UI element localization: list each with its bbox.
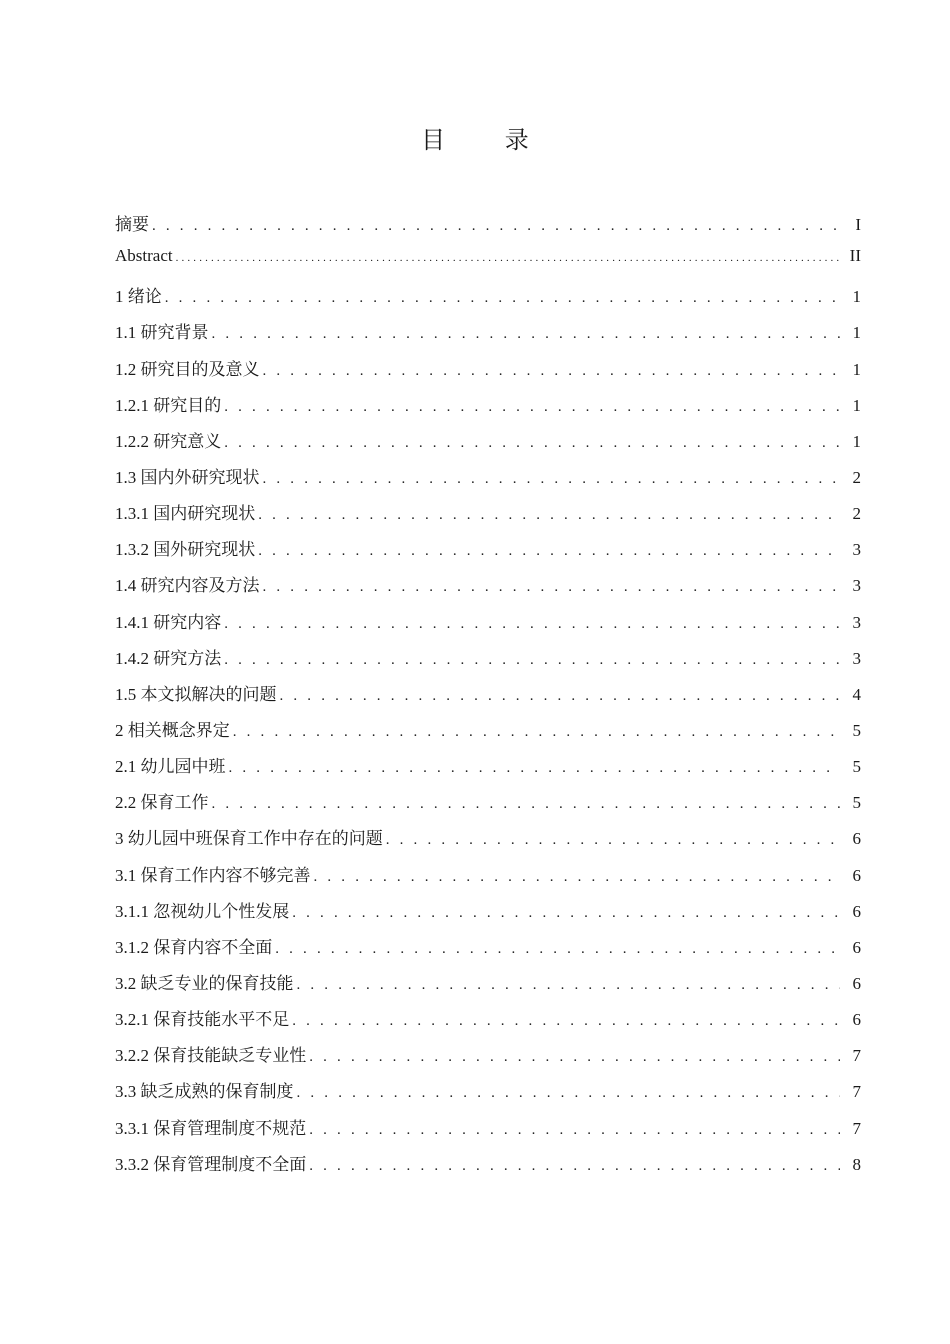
toc-entry xyxy=(115,355,861,391)
dot-leader xyxy=(224,652,840,669)
dot-leader xyxy=(224,399,840,416)
dot-leader xyxy=(263,579,841,596)
dot-leader xyxy=(280,688,841,705)
toc-entry xyxy=(115,571,861,607)
toc-entry xyxy=(115,246,861,282)
toc-entry-page: 5 xyxy=(852,793,861,813)
toc-entry-label: 2.2 保育工作 xyxy=(115,793,209,813)
toc-entry xyxy=(115,644,861,680)
toc-entry-label: 2.1 幼儿园中班 xyxy=(115,757,226,777)
toc-entry-page: 3 xyxy=(852,540,861,560)
toc-entry xyxy=(115,608,861,644)
toc-entry-label: 3.1.2 保育内容不全面 xyxy=(115,937,273,957)
toc-entry-label: 1.4.1 研究内容 xyxy=(115,612,222,632)
dot-leader xyxy=(224,435,840,452)
dot-leader xyxy=(314,869,841,886)
dot-leader xyxy=(292,1013,840,1030)
dot-leader xyxy=(386,832,840,849)
toc-entry xyxy=(115,282,861,318)
toc-entry-label: 3.3.2 保育管理制度不全面 xyxy=(115,1154,307,1174)
toc-entry-page: 1 xyxy=(852,395,861,415)
toc-entry xyxy=(115,897,861,933)
toc-entry xyxy=(115,318,861,354)
toc-entry xyxy=(115,933,861,969)
toc-entry xyxy=(115,1077,861,1113)
dot-leader xyxy=(263,471,841,488)
toc-entry xyxy=(115,680,861,716)
toc-entry-label: 3.1.1 忽视幼儿个性发展 xyxy=(115,901,290,921)
toc-entry-page: 7 xyxy=(852,1082,861,1102)
toc-entry-label: 1.2 研究目的及意义 xyxy=(115,359,260,379)
toc-entry-page: 7 xyxy=(852,1046,861,1066)
dot-leader xyxy=(309,1158,840,1175)
toc-entry-page: 3 xyxy=(852,576,861,596)
toc-entry-label: 1.3.1 国内研究现状 xyxy=(115,504,256,524)
toc-entry-page: 6 xyxy=(852,973,861,993)
dot-leader xyxy=(224,616,840,633)
toc-entry-page: 1 xyxy=(852,287,861,307)
toc-entry-page: 5 xyxy=(852,720,861,740)
toc-entry-label: 3.2 缺乏专业的保育技能 xyxy=(115,973,294,993)
toc-entry-page: 6 xyxy=(852,865,861,885)
dot-leader xyxy=(309,1049,840,1066)
toc-entry-label: 1.1 研究背景 xyxy=(115,323,209,343)
toc-entry xyxy=(115,969,861,1005)
dot-leader xyxy=(176,252,840,264)
dot-leader xyxy=(297,977,841,994)
dot-leader xyxy=(233,724,840,741)
toc-entry-page: 6 xyxy=(852,901,861,921)
dot-leader xyxy=(229,760,841,777)
toc-entry-page: 2 xyxy=(852,504,861,524)
toc-entry-page: 4 xyxy=(852,684,861,704)
toc-entry-page: 1 xyxy=(852,323,861,343)
toc-entry-label: 3.3.1 保育管理制度不规范 xyxy=(115,1118,307,1138)
toc-entry-page: I xyxy=(855,215,861,234)
toc-entry-label: 摘要 xyxy=(115,215,149,234)
toc-entry-label: Abstract xyxy=(115,246,173,266)
toc-entry-page: 6 xyxy=(852,829,861,849)
dot-leader xyxy=(292,905,840,922)
toc-entry xyxy=(115,499,861,535)
toc-entry-label: 1.2.1 研究目的 xyxy=(115,395,222,415)
dot-leader xyxy=(152,218,840,235)
toc-entry xyxy=(115,210,861,246)
toc-entry-label: 1.5 本文拟解决的问题 xyxy=(115,684,277,704)
toc-title: 目 录 xyxy=(421,126,555,154)
toc-entry xyxy=(115,788,861,824)
toc-entry-label: 3.1 保育工作内容不够完善 xyxy=(115,865,311,885)
dot-leader xyxy=(309,1122,840,1139)
dot-leader xyxy=(275,941,840,958)
toc-entry xyxy=(115,463,861,499)
dot-leader xyxy=(297,1085,841,1102)
toc-entry-page: 5 xyxy=(852,757,861,777)
toc-entry-label: 1.4 研究内容及方法 xyxy=(115,576,260,596)
dot-leader xyxy=(212,326,841,343)
toc-entry-label: 3.3 缺乏成熟的保育制度 xyxy=(115,1082,294,1102)
toc-entry-page: 7 xyxy=(852,1118,861,1138)
toc-entry-page: 6 xyxy=(852,937,861,957)
toc-entry xyxy=(115,391,861,427)
toc-entry-page: II xyxy=(849,246,861,266)
toc-entry xyxy=(115,824,861,860)
toc-entry-label: 1.2.2 研究意义 xyxy=(115,431,222,451)
toc-entry xyxy=(115,861,861,897)
table-of-contents xyxy=(115,210,861,1186)
toc-entry-label: 1.3.2 国外研究现状 xyxy=(115,540,256,560)
toc-entry-page: 3 xyxy=(852,648,861,668)
toc-entry-label: 1 绪论 xyxy=(115,287,162,307)
toc-entry xyxy=(115,716,861,752)
toc-entry xyxy=(115,1150,861,1186)
toc-entry xyxy=(115,427,861,463)
toc-entry-page: 6 xyxy=(852,1010,861,1030)
toc-entry-label: 3.2.2 保育技能缺乏专业性 xyxy=(115,1046,307,1066)
toc-entry xyxy=(115,1005,861,1041)
dot-leader xyxy=(165,290,840,307)
dot-leader xyxy=(258,543,840,560)
toc-entry xyxy=(115,752,861,788)
toc-entry-page: 1 xyxy=(852,431,861,451)
toc-entry-label: 1.4.2 研究方法 xyxy=(115,648,222,668)
toc-entry xyxy=(115,1041,861,1077)
dot-leader xyxy=(258,507,840,524)
dot-leader xyxy=(212,796,841,813)
toc-entry-label: 1.3 国内外研究现状 xyxy=(115,467,260,487)
toc-entry-label: 3.2.1 保育技能水平不足 xyxy=(115,1010,290,1030)
toc-entry-label: 3 幼儿园中班保育工作中存在的问题 xyxy=(115,829,383,849)
toc-entry xyxy=(115,1114,861,1150)
toc-entry-page: 3 xyxy=(852,612,861,632)
toc-entry xyxy=(115,535,861,571)
toc-entry-label: 2 相关概念界定 xyxy=(115,720,230,740)
toc-entry-page: 2 xyxy=(852,467,861,487)
dot-leader xyxy=(263,363,841,380)
toc-entry-page: 8 xyxy=(852,1154,861,1174)
toc-entry-page: 1 xyxy=(852,359,861,379)
